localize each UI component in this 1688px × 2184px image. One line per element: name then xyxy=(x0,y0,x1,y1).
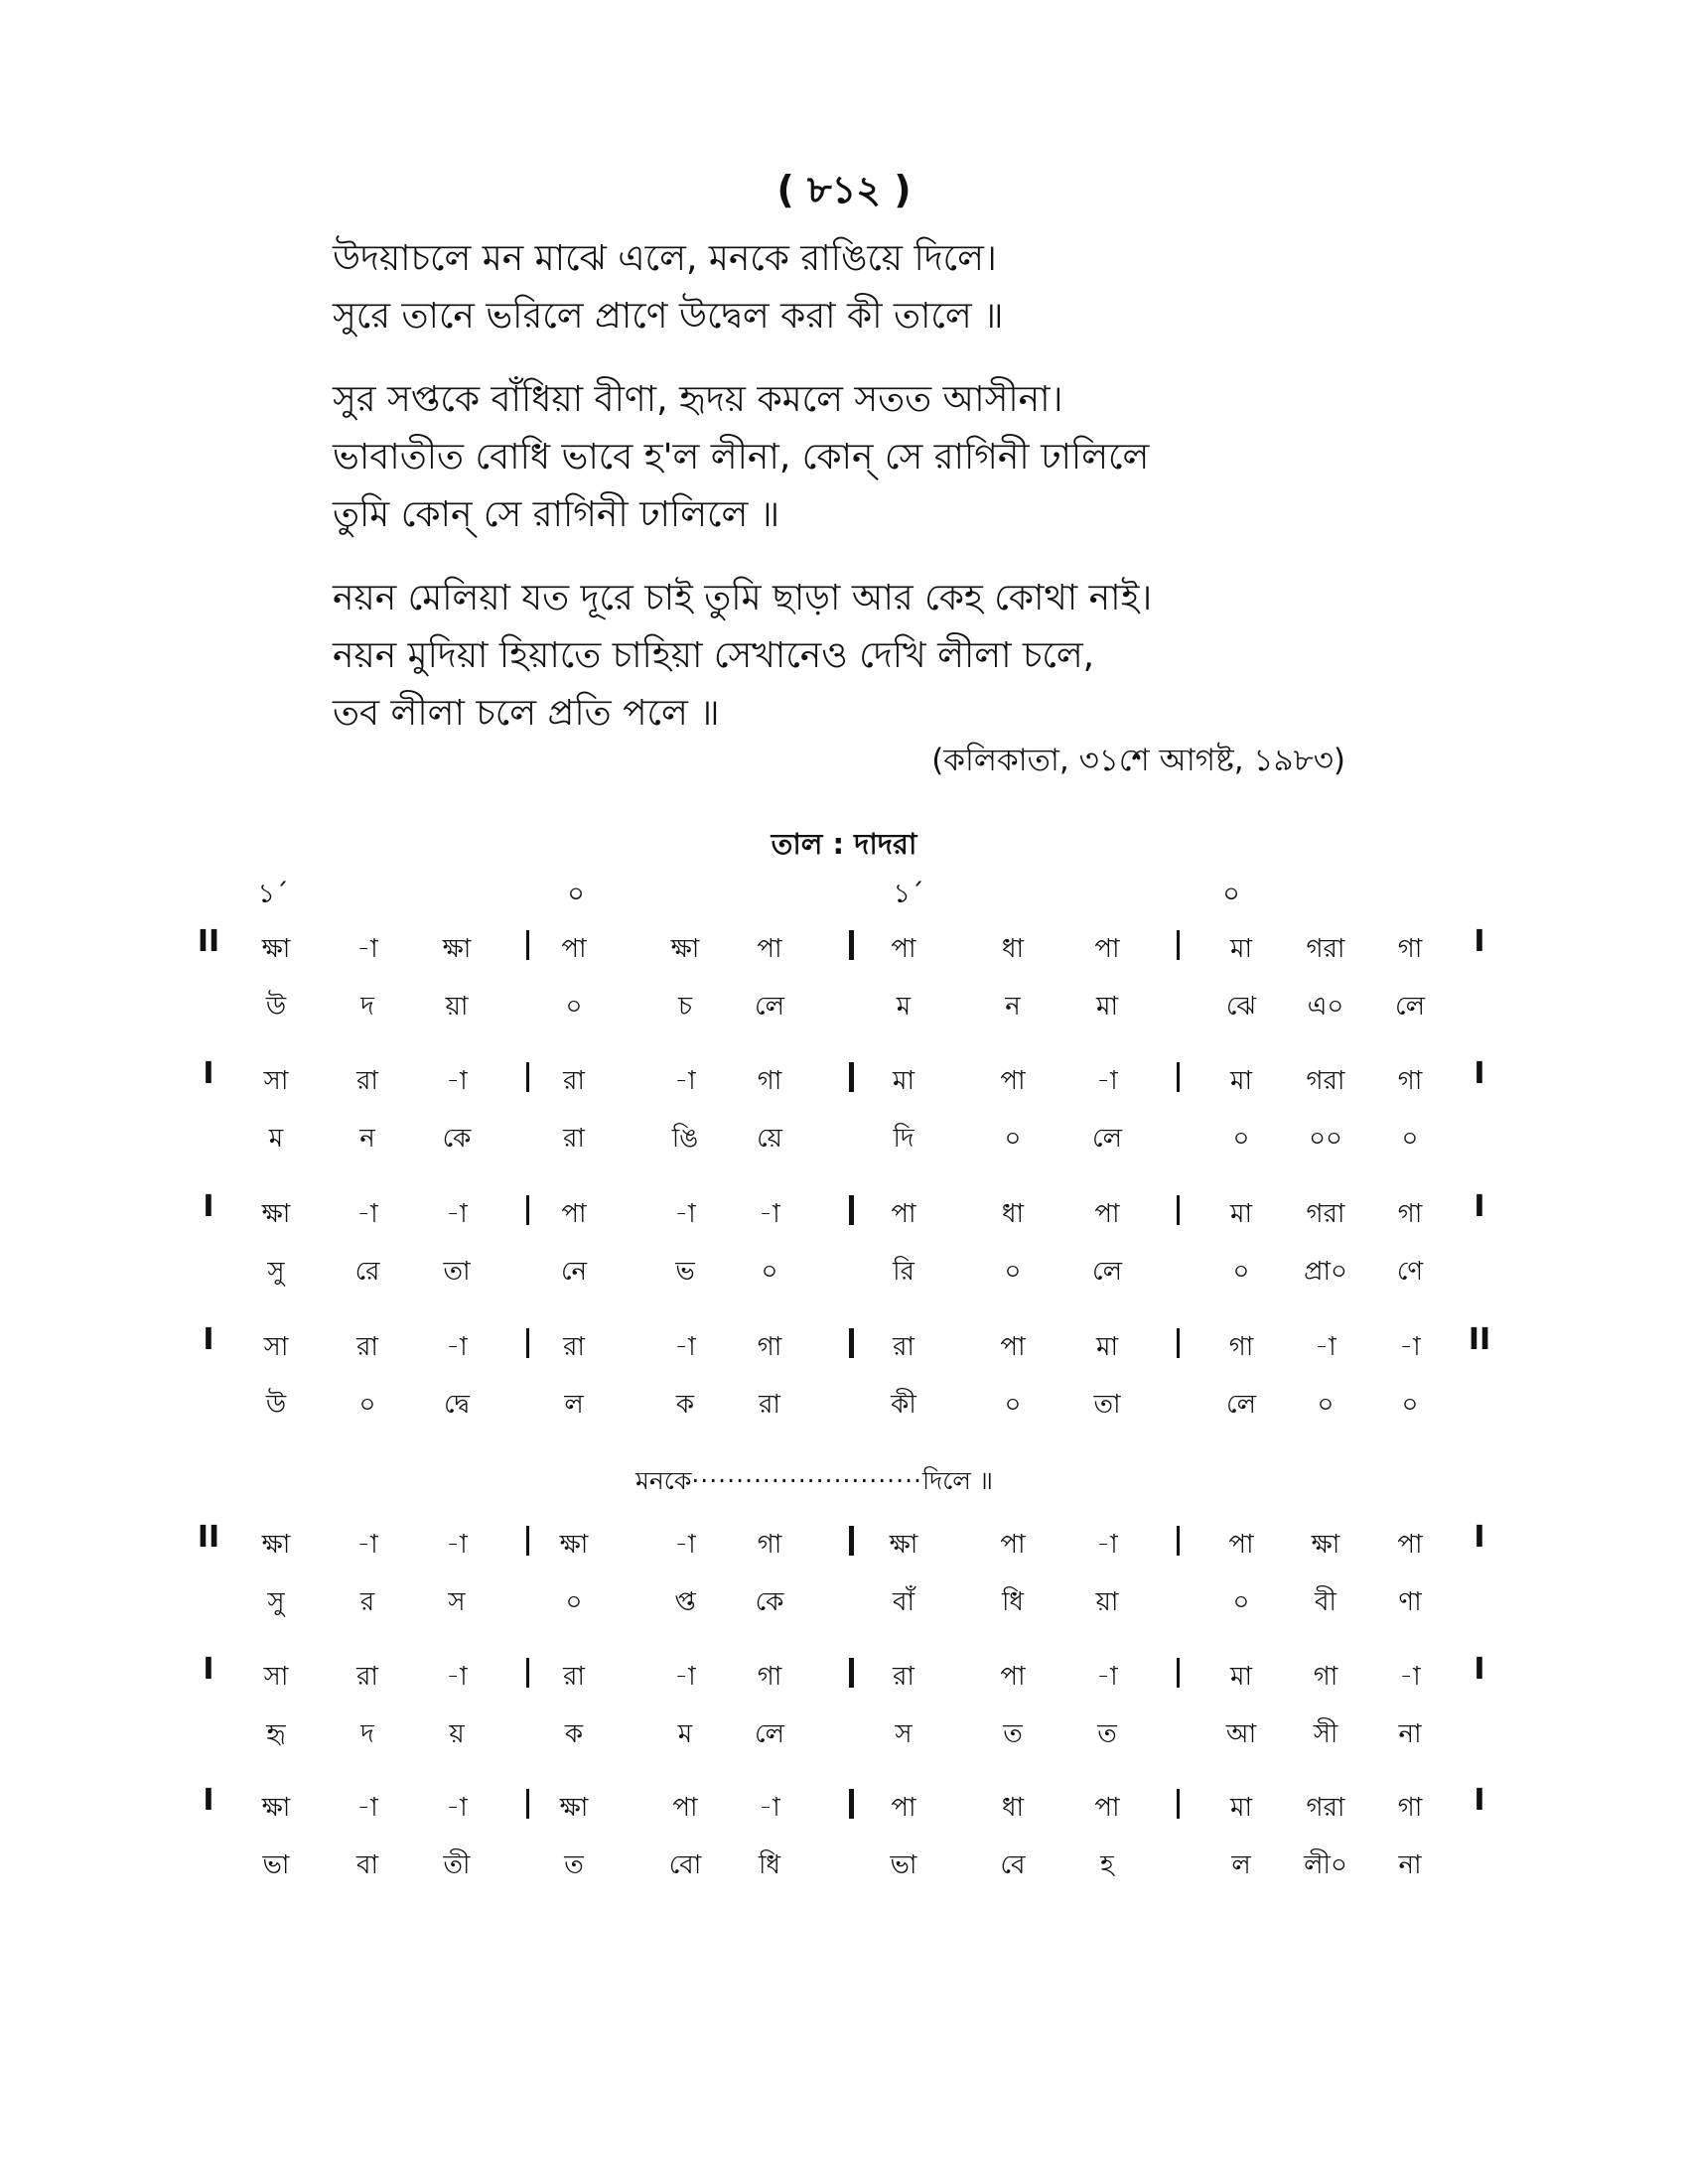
swara-note: গা xyxy=(757,1066,782,1096)
minor-barline xyxy=(1177,1658,1180,1688)
lyric-syllable: ঝে xyxy=(1225,992,1257,1022)
swara-note: -া xyxy=(446,1662,468,1692)
lyric-syllable: হ xyxy=(1100,1850,1114,1880)
lyric-syllable: ল xyxy=(564,1390,584,1420)
lyric-syllable: ০ xyxy=(1232,1257,1250,1287)
swara-note: পা xyxy=(561,934,587,964)
lyric-syllable: ক xyxy=(675,1390,695,1420)
minor-barline xyxy=(1177,1062,1180,1092)
lyric-syllable: র xyxy=(359,1587,375,1617)
swara-note: মা xyxy=(1230,1066,1252,1096)
major-barline xyxy=(849,1658,854,1688)
swara-note: -া xyxy=(446,1530,468,1560)
row-start-barline: II xyxy=(197,924,220,959)
lyric-syllable: ণা xyxy=(1398,1587,1422,1617)
lyric-syllable: সু xyxy=(267,1257,285,1287)
swara-note: সা xyxy=(263,1662,289,1692)
swara-note: -া xyxy=(446,1332,468,1362)
lyric-syllable: হৃ xyxy=(266,1719,286,1749)
swara-note: ক্ষা xyxy=(1311,1530,1340,1560)
swara-note: রা xyxy=(893,1332,914,1362)
lyric-syllable: য় xyxy=(449,1719,465,1749)
swara-note: ক্ষা xyxy=(442,934,472,964)
major-barline xyxy=(849,1062,854,1092)
swara-note: গা xyxy=(1397,1199,1423,1229)
swara-note: রা xyxy=(563,1332,585,1362)
swara-note: রা xyxy=(563,1662,585,1692)
minor-barline xyxy=(1177,1789,1180,1819)
beat-marker: ১´ xyxy=(257,879,289,909)
lyric-syllable: দি xyxy=(893,1124,914,1154)
page-number: ( ৮১২ ) xyxy=(776,168,912,211)
swara-note: ক্ষা xyxy=(670,934,700,964)
lyric-syllable: না xyxy=(1398,1719,1422,1749)
lyric-syllable: বে xyxy=(1000,1850,1026,1880)
swara-note: পা xyxy=(1000,1530,1026,1560)
lyric-syllable: রা xyxy=(759,1390,780,1420)
lyric-syllable: ত xyxy=(1003,1719,1023,1749)
lyric-syllable: দ xyxy=(360,1719,374,1749)
row-start-barline: I xyxy=(203,1783,214,1818)
lyric-syllable: ত xyxy=(564,1850,584,1880)
lyric-syllable: ০ xyxy=(565,1587,583,1617)
lyric-syllable: দ xyxy=(360,992,374,1022)
swara-note: পা xyxy=(1094,1199,1120,1229)
poem-line: ভাবাতীত বোধি ভাবে হ'ল লীনা, কোন্ সে রাগিনী ঢালিলে xyxy=(333,437,1150,478)
swara-note: -া xyxy=(446,1066,468,1096)
lyric-syllable: স xyxy=(448,1587,466,1617)
poem-line: নয়ন মুদিয়া হিয়াতে চাহিয়া সেখানেও দেখি লীলা চলে, xyxy=(333,635,1095,676)
minor-barline xyxy=(1177,1526,1180,1556)
lyric-syllable: মা xyxy=(1096,992,1118,1022)
minor-barline xyxy=(1177,1195,1180,1225)
refrain-end: দিলে ॥ xyxy=(921,1466,994,1495)
swara-note: পা xyxy=(891,1199,916,1229)
poem-line: সুর সপ্তকে বাঁধিয়া বীণা, হৃদয় কমলে সতত আসীনা। xyxy=(333,379,1063,420)
swara-note: পা xyxy=(561,1199,587,1229)
swara-note: ক্ষা xyxy=(889,1530,918,1560)
swara-note: রা xyxy=(356,1662,378,1692)
swara-note: -া xyxy=(759,1199,780,1229)
swara-note: পা xyxy=(891,934,916,964)
swara-note: -া xyxy=(674,1066,696,1096)
lyric-syllable: ০ xyxy=(761,1257,778,1287)
swara-note: ক্ষা xyxy=(261,934,291,964)
poem-line: সুরে তানে ভরিলে প্রাণে উদ্বেল করা কী তালে ॥ xyxy=(333,296,1004,337)
swara-note: -া xyxy=(446,1793,468,1823)
swara-note: -া xyxy=(356,1793,378,1823)
lyric-syllable: ত xyxy=(1097,1719,1117,1749)
swara-note: মা xyxy=(1230,934,1252,964)
tala-heading: তাল : দাদরা xyxy=(771,827,917,861)
lyric-syllable: লে xyxy=(1395,992,1425,1022)
lyric-syllable: ভা xyxy=(890,1850,917,1880)
lyric-syllable: সু xyxy=(267,1587,285,1617)
minor-barline xyxy=(526,1195,529,1225)
lyric-syllable: লে xyxy=(1226,1390,1256,1420)
swara-note: মা xyxy=(1230,1662,1252,1692)
major-barline xyxy=(849,1195,854,1225)
refrain-dots: ·························· xyxy=(691,1466,922,1495)
refrain-start: মনকে xyxy=(635,1466,692,1495)
row-end-barline: II xyxy=(1468,1322,1491,1357)
beat-marker: ১´ xyxy=(893,879,924,909)
minor-barline xyxy=(1177,1328,1180,1358)
lyric-syllable: ০ xyxy=(1004,1124,1022,1154)
poem-line: নয়ন মেলিয়া যত দূরে চাই তুমি ছাড়া আর কেহ কোথা নাই। xyxy=(333,578,1153,618)
row-end-barline: I xyxy=(1474,924,1485,959)
lyric-syllable: ০ xyxy=(1317,1390,1335,1420)
lyric-syllable: লী০ xyxy=(1304,1850,1347,1880)
swara-note: ধা xyxy=(1001,1793,1025,1823)
lyric-syllable: প্ত xyxy=(674,1587,696,1617)
lyric-syllable: ০ xyxy=(1232,1124,1250,1154)
swara-note: গা xyxy=(1397,934,1423,964)
swara-note: পা xyxy=(1094,1793,1120,1823)
lyric-syllable: য়া xyxy=(445,992,469,1022)
lyric-syllable: বো xyxy=(668,1850,702,1880)
major-barline xyxy=(849,1789,854,1819)
swara-note: রা xyxy=(356,1066,378,1096)
swara-note: -া xyxy=(1096,1530,1118,1560)
lyric-syllable: তী xyxy=(443,1850,471,1880)
major-barline xyxy=(849,1526,854,1556)
lyric-syllable: কে xyxy=(442,1124,472,1154)
lyric-syllable: রে xyxy=(354,1257,380,1287)
swara-note: ক্ষা xyxy=(261,1530,291,1560)
swara-note: -া xyxy=(759,1793,780,1823)
minor-barline xyxy=(526,930,529,960)
swara-note: পা xyxy=(1397,1530,1423,1560)
lyric-syllable: কে xyxy=(755,1587,784,1617)
refrain-line xyxy=(635,1461,993,1504)
swara-note: মা xyxy=(1230,1199,1252,1229)
minor-barline xyxy=(526,1328,529,1358)
lyric-syllable: ০০ xyxy=(1309,1124,1342,1154)
swara-note: রা xyxy=(356,1332,378,1362)
swara-note: মা xyxy=(1230,1793,1252,1823)
swara-note: -া xyxy=(674,1199,696,1229)
swara-note: মা xyxy=(893,1066,914,1096)
swara-note: ক্ষা xyxy=(559,1793,589,1823)
lyric-syllable: ঙি xyxy=(671,1124,699,1154)
swara-note: পা xyxy=(757,934,782,964)
lyric-syllable: দ্বে xyxy=(444,1390,470,1420)
swara-note: পা xyxy=(891,1793,916,1823)
row-end-barline: I xyxy=(1474,1189,1485,1224)
poem-line: উদয়াচলে মন মাঝে এলে, মনকে রাঙিয়ে দিলে। xyxy=(333,238,997,279)
major-barline xyxy=(849,930,854,960)
swara-note: গা xyxy=(1397,1066,1423,1096)
lyric-syllable: ধি xyxy=(758,1850,781,1880)
swara-note: ধা xyxy=(1001,1199,1025,1229)
lyric-syllable: বী xyxy=(1315,1587,1336,1617)
lyric-syllable: ০ xyxy=(565,992,583,1022)
lyric-syllable: লে xyxy=(755,1719,784,1749)
row-start-barline: I xyxy=(203,1652,214,1687)
minor-barline xyxy=(526,1789,529,1819)
swara-note: পা xyxy=(1228,1530,1254,1560)
swara-note: -া xyxy=(1399,1662,1421,1692)
lyric-syllable: লে xyxy=(1092,1124,1122,1154)
swara-note: গা xyxy=(1397,1793,1423,1823)
swara-note: গরা xyxy=(1306,1066,1345,1096)
lyric-syllable: ম xyxy=(896,992,912,1022)
lyric-syllable: স xyxy=(895,1719,913,1749)
lyric-syllable: উ xyxy=(265,992,287,1022)
swara-note: -া xyxy=(356,1199,378,1229)
swara-note: ধা xyxy=(1001,934,1025,964)
swara-note: গা xyxy=(1228,1332,1254,1362)
lyric-syllable: ০ xyxy=(1401,1124,1419,1154)
minor-barline xyxy=(526,1526,529,1556)
minor-barline xyxy=(526,1062,529,1092)
swara-note: রা xyxy=(893,1662,914,1692)
swara-note: সা xyxy=(263,1066,289,1096)
swara-note: -া xyxy=(674,1530,696,1560)
lyric-syllable: য়ে xyxy=(757,1124,782,1154)
swara-note: রা xyxy=(563,1066,585,1096)
swara-note: গা xyxy=(757,1530,782,1560)
beat-marker: ০ xyxy=(1222,879,1240,909)
swara-note: -া xyxy=(356,1530,378,1560)
swara-note: পা xyxy=(1000,1662,1026,1692)
lyric-syllable: সী xyxy=(1313,1719,1338,1749)
swara-note: -া xyxy=(446,1199,468,1229)
lyric-syllable: আ xyxy=(1225,1719,1257,1749)
swara-note: -া xyxy=(1096,1066,1118,1096)
lyric-syllable: উ xyxy=(265,1390,287,1420)
lyric-syllable: ক xyxy=(564,1719,584,1749)
swara-note: পা xyxy=(1094,934,1120,964)
swara-note: সা xyxy=(263,1332,289,1362)
swara-note: -া xyxy=(674,1662,696,1692)
swara-note: গা xyxy=(757,1332,782,1362)
lyric-syllable: ন xyxy=(359,1124,375,1154)
swara-note: ক্ষা xyxy=(559,1530,589,1560)
beat-marker: ০ xyxy=(567,879,585,909)
lyric-syllable: ভা xyxy=(262,1850,290,1880)
swara-note: -া xyxy=(674,1332,696,1362)
swara-note: -া xyxy=(1399,1332,1421,1362)
lyric-syllable: ম xyxy=(268,1124,284,1154)
swara-note: ক্ষা xyxy=(261,1199,291,1229)
row-start-barline: II xyxy=(197,1520,220,1555)
lyric-syllable: রা xyxy=(563,1124,585,1154)
lyric-syllable: ০ xyxy=(1232,1587,1250,1617)
lyric-syllable: লে xyxy=(1092,1257,1122,1287)
lyric-syllable: প্রা০ xyxy=(1304,1257,1347,1287)
row-end-barline: I xyxy=(1474,1783,1485,1818)
swara-note: পা xyxy=(1000,1332,1026,1362)
lyric-syllable: ০ xyxy=(358,1390,376,1420)
lyric-syllable: তা xyxy=(1093,1390,1121,1420)
lyric-syllable: ল xyxy=(1231,1850,1251,1880)
lyric-syllable: এ০ xyxy=(1307,992,1344,1022)
lyric-syllable: ০ xyxy=(1401,1390,1419,1420)
lyric-syllable: রি xyxy=(893,1257,914,1287)
major-barline xyxy=(849,1328,854,1358)
swara-note: -া xyxy=(356,934,378,964)
minor-barline xyxy=(526,1658,529,1688)
lyric-syllable: ম xyxy=(677,1719,693,1749)
poem-line: তুমি কোন্ সে রাগিনী ঢালিলে ॥ xyxy=(333,494,780,535)
lyric-syllable: কী xyxy=(891,1390,916,1420)
lyric-syllable: লে xyxy=(755,992,784,1022)
swara-note: গরা xyxy=(1306,934,1345,964)
row-end-barline: I xyxy=(1474,1056,1485,1091)
lyric-syllable: নে xyxy=(560,1257,588,1287)
lyric-syllable: তা xyxy=(443,1257,471,1287)
row-start-barline: I xyxy=(203,1322,214,1357)
swara-note: পা xyxy=(1000,1066,1026,1096)
swara-note: -া xyxy=(1315,1332,1336,1362)
row-start-barline: I xyxy=(203,1189,214,1224)
poem-line: তব লীলা চলে প্রতি পলে ॥ xyxy=(333,693,720,734)
row-end-barline: I xyxy=(1474,1652,1485,1687)
lyric-syllable: না xyxy=(1398,1850,1422,1880)
swara-note: ক্ষা xyxy=(261,1793,291,1823)
swara-note: গা xyxy=(1313,1662,1338,1692)
lyric-syllable: ভ xyxy=(675,1257,695,1287)
minor-barline xyxy=(1177,930,1180,960)
lyric-syllable: ধি xyxy=(1001,1587,1025,1617)
swara-note: -া xyxy=(1096,1662,1118,1692)
lyric-syllable: চ xyxy=(677,992,693,1022)
swara-note: পা xyxy=(672,1793,698,1823)
lyric-syllable: ০ xyxy=(1004,1257,1022,1287)
swara-note: গরা xyxy=(1306,1793,1345,1823)
row-start-barline: I xyxy=(203,1056,214,1091)
dateline: (কলিকাতা, ৩১শে আগষ্ট, ১৯৮৩) xyxy=(931,743,1345,778)
swara-note: গা xyxy=(757,1662,782,1692)
lyric-syllable: বাঁ xyxy=(892,1587,915,1617)
lyric-syllable: ০ xyxy=(1004,1390,1022,1420)
swara-note: মা xyxy=(1096,1332,1118,1362)
lyric-syllable: ণে xyxy=(1396,1257,1424,1287)
lyric-syllable: য়া xyxy=(1095,1587,1119,1617)
swara-note: গরা xyxy=(1306,1199,1345,1229)
row-end-barline: I xyxy=(1474,1520,1485,1555)
lyric-syllable: বা xyxy=(355,1850,379,1880)
lyric-syllable: ন xyxy=(1005,992,1021,1022)
